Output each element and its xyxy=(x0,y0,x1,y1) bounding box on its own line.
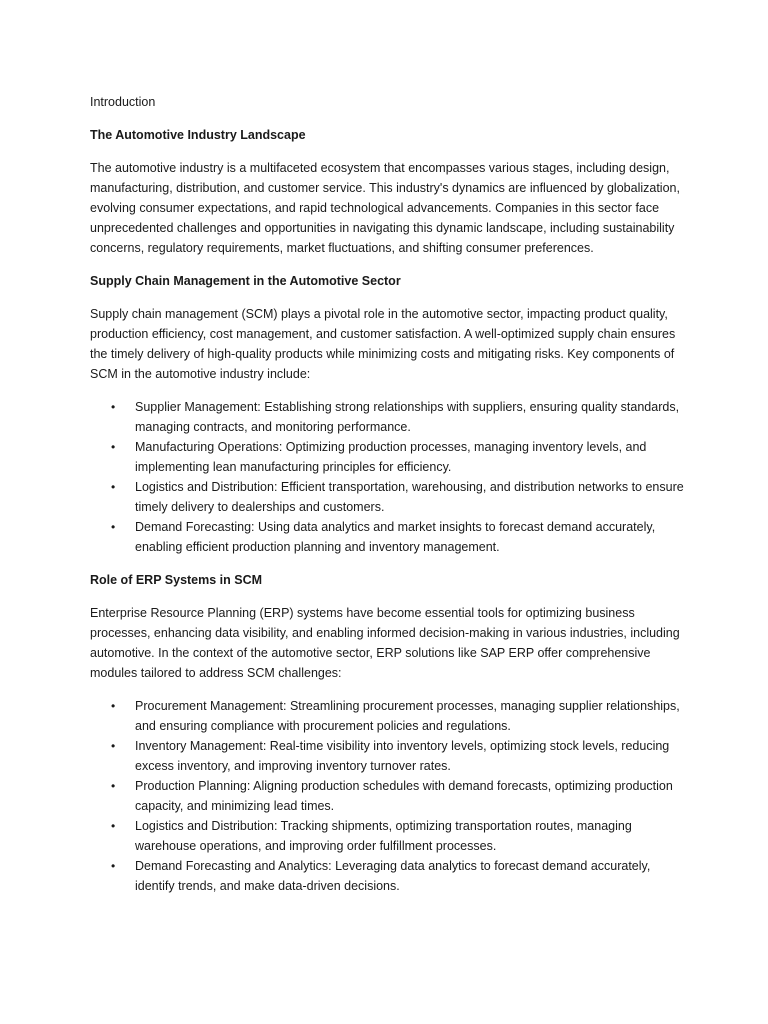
list-item-text: Inventory Management: Real-time visibility into inventory levels, optimizing stock levels, reducing excess inventory, and improving inventory turnover rates. xyxy=(135,739,670,773)
intro-label: Introduction xyxy=(90,95,156,109)
list-item xyxy=(90,397,690,437)
section-heading-erp-role: Role of ERP Systems in SCM xyxy=(90,573,263,587)
document-page xyxy=(90,92,690,909)
bullet-icon: • xyxy=(111,779,116,793)
list-item xyxy=(90,696,690,736)
list-item-text: Demand Forecasting and Analytics: Leveraging data analytics to forecast demand accurately, identify trends, and make data-driven decisions. xyxy=(135,859,651,893)
bullet-icon: • xyxy=(111,739,116,753)
list-item xyxy=(90,736,690,776)
section-paragraph-industry-landscape: The automotive industry is a multifaceted ecosystem that encompasses various stages, including design, manufacturing, distribution, and customer service. This industry's dynamics are influenced by globalization, evolving consumer expectations, and rapid technological advancements. Companies in this sector face unprecedented challenges and opportunities in navigating this dynamic landscape, including sustainability concerns, regulatory requirements, market fluctuations, and shifting consumer preferences. xyxy=(90,161,680,255)
list-item-text: Procurement Management: Streamlining procurement processes, managing supplier relationships, and ensuring compliance with procurement policies and regulations. xyxy=(135,699,680,733)
erp-modules-list xyxy=(90,696,690,896)
list-item xyxy=(90,776,690,816)
list-item xyxy=(90,856,690,896)
section-paragraph-supply-chain: Supply chain management (SCM) plays a pivotal role in the automotive sector, impacting product quality, production efficiency, cost management, and customer satisfaction. A well-optimized supply chain ensures the timely delivery of high-quality products while minimizing costs and mitigating risks. Key components of SCM in the automotive industry include: xyxy=(90,307,676,381)
list-item xyxy=(90,437,690,477)
list-item-text: Supplier Management: Establishing strong relationships with suppliers, ensuring quality standards, managing contracts, and monitoring performance. xyxy=(135,400,680,434)
list-item-text: Production Planning: Aligning production schedules with demand forecasts, optimizing production capacity, and minimizing lead times. xyxy=(135,779,673,813)
bullet-icon: • xyxy=(111,699,116,713)
bullet-icon: • xyxy=(111,440,116,454)
section-heading-industry-landscape: The Automotive Industry Landscape xyxy=(90,128,306,142)
bullet-icon: • xyxy=(111,520,116,534)
list-item xyxy=(90,816,690,856)
bullet-icon: • xyxy=(111,859,116,873)
section-paragraph-erp-role: Enterprise Resource Planning (ERP) systems have become essential tools for optimizing business processes, enhancing data visibility, and enabling informed decision-making in various industries, including automotive. In the context of the automotive sector, ERP solutions like SAP ERP offer comprehensive modules tailored to address SCM challenges: xyxy=(90,606,680,680)
list-item-text: Manufacturing Operations: Optimizing production processes, managing inventory levels, and implementing lean manufacturing principles for efficiency. xyxy=(135,440,647,474)
scm-components-list xyxy=(90,397,690,557)
bullet-icon: • xyxy=(111,400,116,414)
list-item-text: Logistics and Distribution: Tracking shipments, optimizing transportation routes, managing warehouse operations, and improving order fulfillment processes. xyxy=(135,819,632,853)
bullet-icon: • xyxy=(111,480,116,494)
list-item xyxy=(90,517,690,557)
section-heading-supply-chain: Supply Chain Management in the Automotive Sector xyxy=(90,274,401,288)
list-item-text: Logistics and Distribution: Efficient transportation, warehousing, and distribution networks to ensure timely delivery to dealerships and customers. xyxy=(135,480,684,514)
bullet-icon: • xyxy=(111,819,116,833)
list-item-text: Demand Forecasting: Using data analytics and market insights to forecast demand accurately, enabling efficient production planning and inventory management. xyxy=(135,520,656,554)
list-item xyxy=(90,477,690,517)
